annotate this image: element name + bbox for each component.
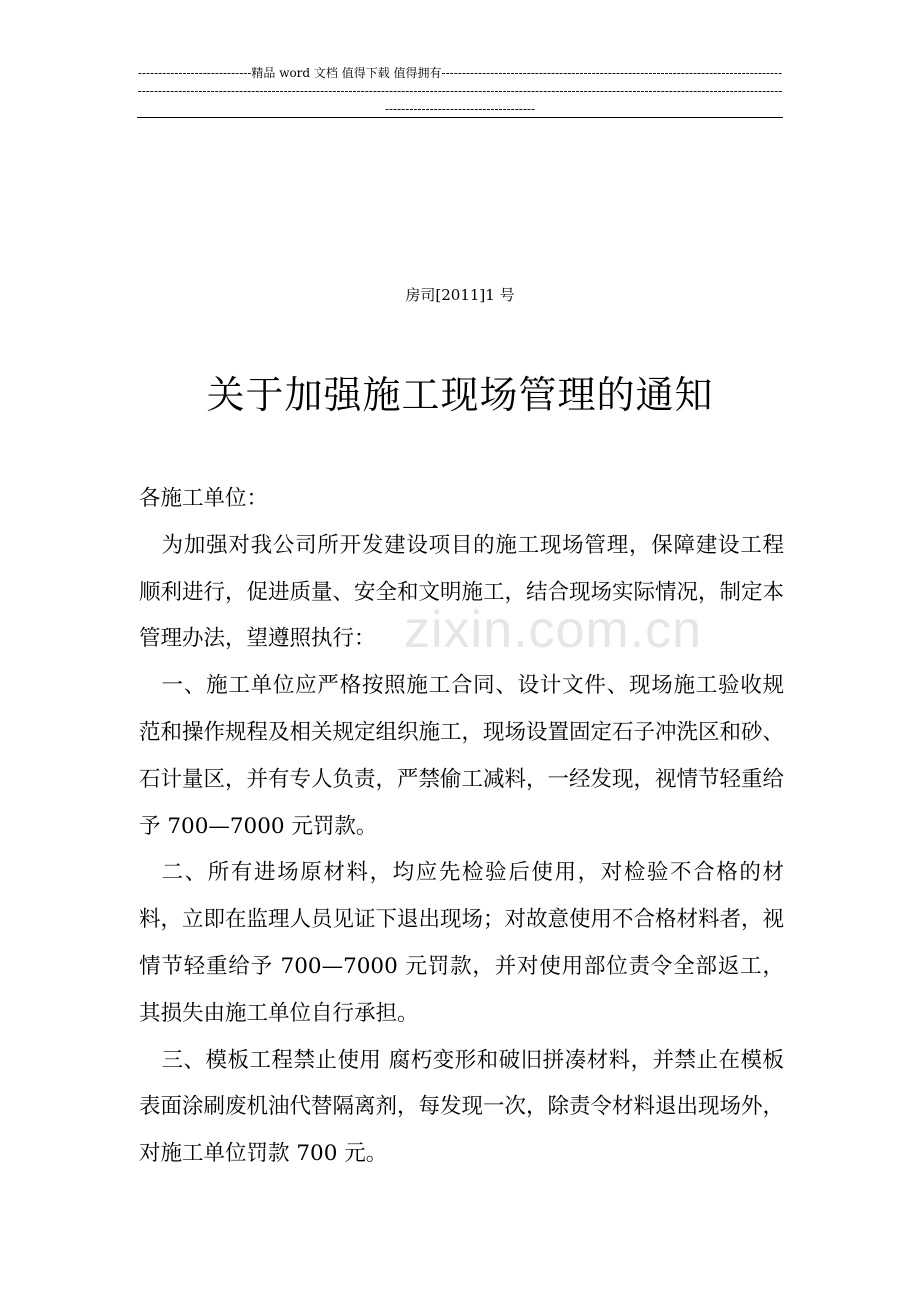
document-number: 房司[2011]1 号 (405, 286, 515, 304)
watermark: zixin.com.cn (404, 601, 703, 659)
paragraph-intro: 为加强对我公司所开发建设项目的施工现场管理，保障建设工程顺利进行，促进质量、安全和文明施工，结合现场实际情况，制定本管理办法，望遵照执行： (139, 532, 785, 652)
paragraph-item-1: 一、施工单位应严格按照施工合同、设计文件、现场施工验收规范和操作规程及相关规定组织施工，现场设置固定石子冲洗区和砂、石计量区，并有专人负责，严禁偷工减料，一经发现，视情节轻重给予 700—7000 元罚款。 (139, 673, 785, 839)
paragraph-item-2: 二、所有进场原材料，均应先检验后使用，对检验不合格的材料，立即在监理人员见证下退出现场；对故意使用不合格材料者，视情节轻重给予 700—7000 元罚款，并对使用部位责令全部返工，其损失由施工单位自行承担。 (139, 860, 785, 1026)
page-header-banner: ----------------------------精品 word 文档 值得下载 值得拥有---------------------------------------------------------------------------------------------------------------------------------------------------------------------------------------------------------------------------------------------------------------------------------------- (137, 66, 783, 116)
paragraph-item-3: 三、模板工程禁止使用 腐朽变形和破旧拼凑材料，并禁止在模板表面涂刷废机油代替隔离剂，每发现一次，除责令材料退出现场外，对施工单位罚款 700 元。 (139, 1047, 785, 1167)
salutation: 各施工单位： (139, 486, 269, 511)
header-divider (137, 117, 783, 118)
document-body (139, 476, 784, 1178)
document-title: 关于加强施工现场管理的通知 (206, 373, 714, 417)
